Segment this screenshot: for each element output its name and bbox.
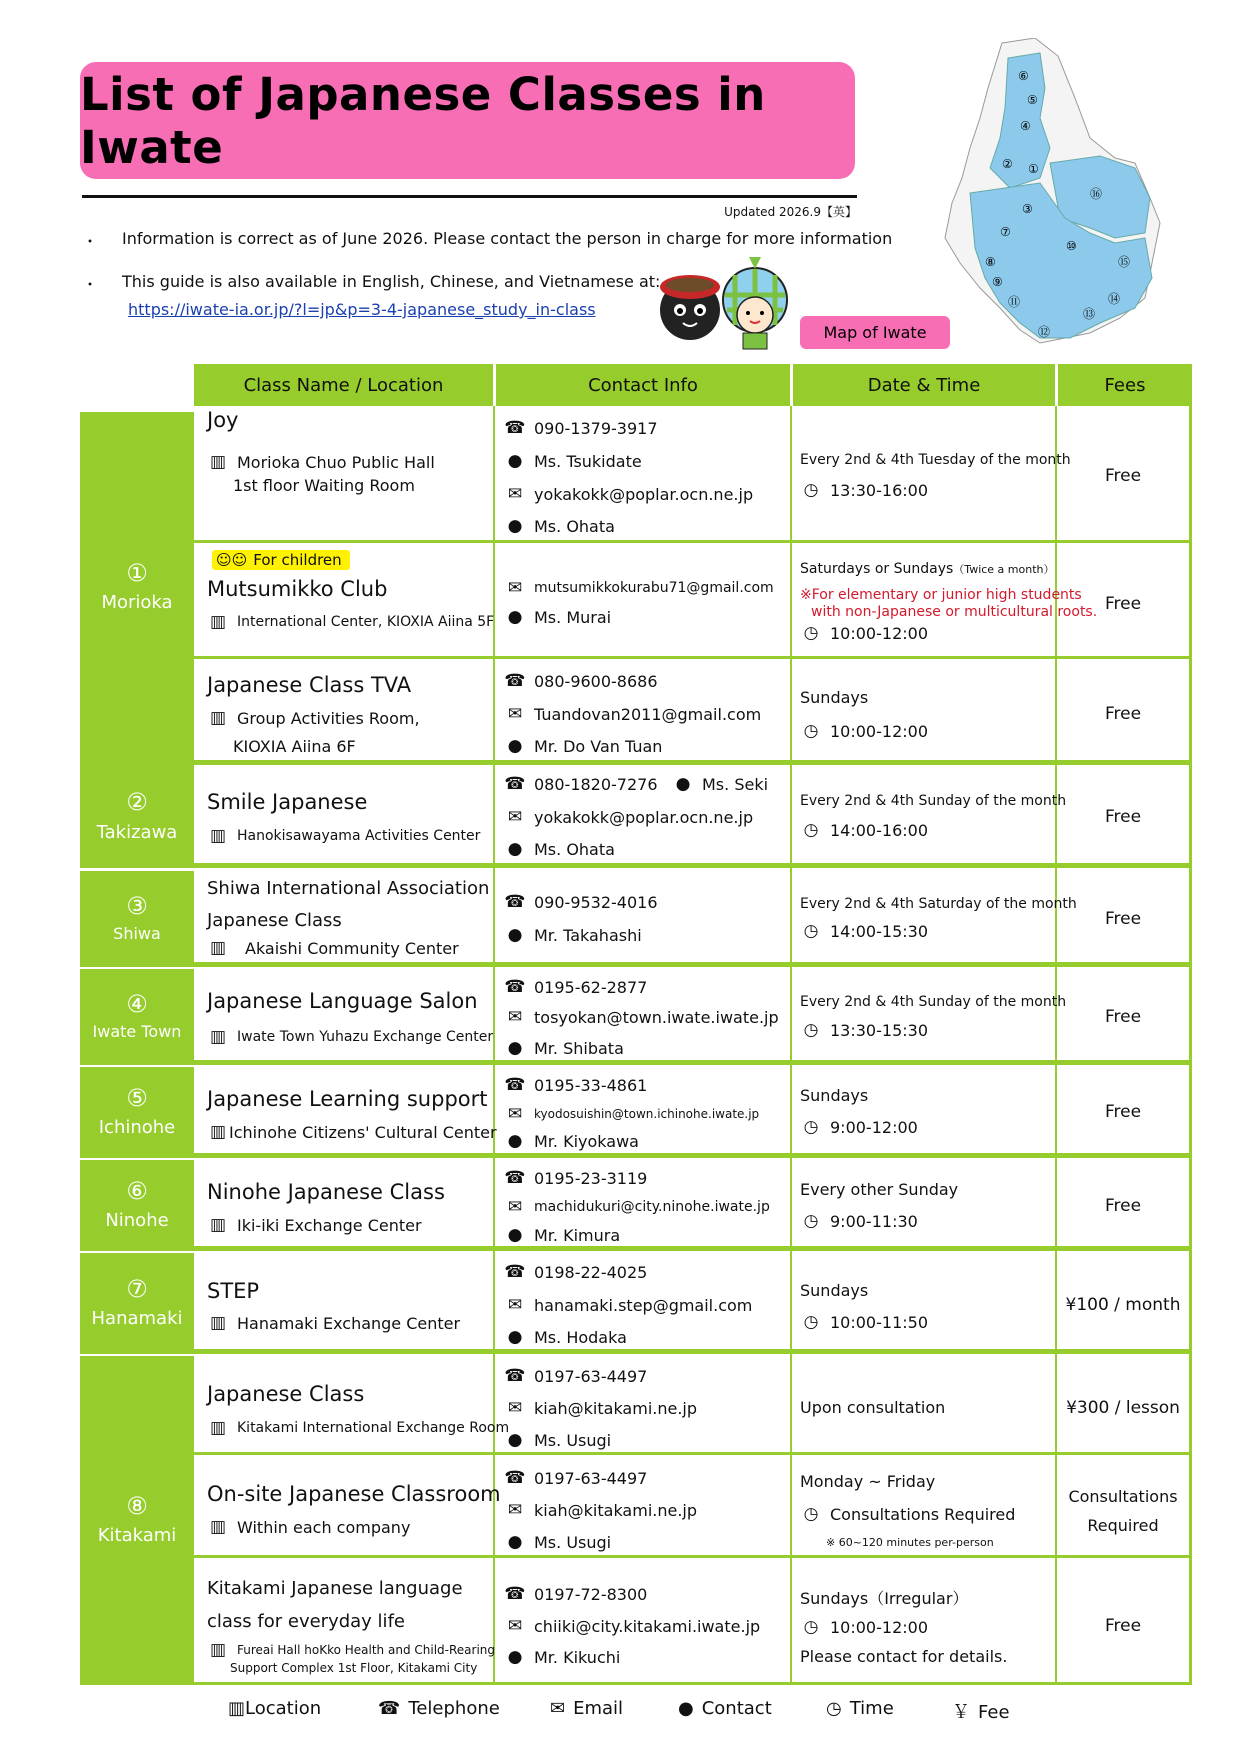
tel-joy: ☎ 090-1379-3917 [504,418,658,438]
tel-kitakami-1: ☎ 0197-63-4497 [504,1366,648,1386]
time-kitakami-2: ◷ Consultations Required [800,1504,1015,1524]
map-label-4: ④ [1020,119,1031,133]
row-divider [80,1153,1192,1158]
person-icon: ● [507,925,523,945]
row-divider [194,1452,1192,1455]
mail-icon: ✉ [507,484,523,504]
row-divider [194,1555,1192,1558]
location-joy-2: 1st floor Waiting Room [233,476,415,495]
person-icon: ● [507,1131,523,1151]
contact-joy-2: ● Ms. Ohata [504,516,615,536]
tel-kitakami-3: ☎ 0197-72-8300 [504,1584,648,1604]
date-ichinohe: Sundays [800,1086,869,1105]
person-icon: ● [507,1647,523,1667]
header-contact: Contact Info [496,364,790,406]
location-kitakami-3: ▥ Fureai Hall hoKko Health and Child-Rearing [207,1640,495,1660]
mascot-illustration [655,255,795,355]
map-label-9: ⑨ [992,275,1003,289]
person-icon: ● [678,1698,694,1719]
phone-icon: ☎ [504,1468,526,1488]
note-mutsumikko-1: ※For elementary or junior high students [800,587,1082,603]
class-name-salon: Japanese Language Salon [207,989,478,1013]
person-icon: ● [507,1225,523,1245]
fee-ichinohe: Free [1104,1102,1142,1122]
email-ninohe[interactable]: ✉ machidukuri@city.ninohe.iwate.jp [504,1197,770,1217]
location-ichinohe: ▥ Ichinohe Citizens' Cultural Center [207,1122,497,1142]
location-shiwa: ▥ Akaishi Community Center [207,938,459,958]
title-divider [82,195,857,198]
for-children-badge: ☺☺ For children [212,550,350,570]
person-icon: ● [507,1327,523,1347]
phone-icon: ☎ [504,1262,526,1282]
region-morioka: ① Morioka [80,412,194,760]
class-name-kitakami-3: Kitakami Japanese language [207,1578,463,1599]
legend-location: ▥Location [228,1698,322,1719]
clock-icon: ◷ [803,480,819,500]
person-icon: ● [507,516,523,536]
clock-icon: ◷ [803,1312,819,1332]
yen-icon: ￥ [952,1702,970,1723]
guide-link[interactable]: https://iwate-ia.or.jp/?l=jp&p=3-4-japanese_study_in-class [128,300,596,319]
row-divider [194,656,1192,659]
mail-icon: ✉ [507,1007,523,1027]
building-icon: ▥ [209,1215,227,1235]
building-icon: ▥ [209,1027,227,1047]
time-joy: ◷ 13:30-16:00 [800,480,928,500]
contact-salon: ● Mr. Shibata [504,1038,624,1058]
time-kitakami-3: ◷ 10:00-12:00 [800,1617,928,1637]
fee-joy: Free [1104,466,1142,486]
fee-kitakami-1: ¥300 / lesson [1066,1398,1180,1418]
map-of-iwate-button[interactable]: Map of Iwate [800,316,950,349]
region-shiwa: ③ Shiwa [80,871,194,964]
row-divider [80,1060,1192,1065]
note-kitakami-3: Please contact for details. [800,1647,1008,1666]
map-label-10: ⑩ [1066,239,1077,253]
location-kitakami-1: ▥ Kitakami International Exchange Room [207,1418,509,1438]
region-kitakami: ⑧ Kitakami [80,1356,194,1682]
location-ninohe: ▥ Iki-iki Exchange Center [207,1215,422,1235]
contact-shiwa: ● Mr. Takahashi [504,925,642,945]
date-joy: Every 2nd & 4th Tuesday of the month [800,452,1071,468]
location-joy: ▥ Morioka Chuo Public Hall [207,452,435,472]
map-label-5: ⑤ [1027,93,1038,107]
location-smile: ▥ Hanokisawayama Activities Center [207,826,480,846]
map-label-15: ⑮ [1118,255,1131,269]
class-name-tva: Japanese Class TVA [207,673,412,697]
map-label-6: ⑥ [1018,69,1029,83]
map-label-16: ⑯ [1090,187,1103,201]
fee-kitakami-3: Free [1104,1616,1142,1636]
email-kitakami-2[interactable]: ✉ kiah@kitakami.ne.jp [504,1500,697,1520]
person-icon: ● [507,1038,523,1058]
legend-fee: ￥ Fee [952,1702,1010,1723]
building-icon: ▥ [209,1313,227,1333]
contact-smile-2: ● Ms. Ohata [504,839,615,859]
class-name-shiwa-2: Japanese Class [207,910,342,931]
class-name-kitakami-1: Japanese Class [207,1382,365,1406]
time-ninohe: ◷ 9:00-11:30 [800,1211,918,1231]
map-label-3: ③ [1022,202,1033,216]
building-icon: ▥ [209,612,227,632]
email-tva[interactable]: ✉ Tuandovan2011@gmail.com [504,704,761,724]
email-ichinohe[interactable]: ✉ kyodosuishin@town.ichinohe.iwate.jp [504,1104,759,1124]
row-divider [80,1682,1192,1685]
clock-icon: ◷ [803,1504,819,1524]
person-icon: ● [507,1532,523,1552]
class-name-mutsumikko: Mutsumikko Club [207,577,388,601]
fee-smile: Free [1104,807,1142,827]
fee-ninohe: Free [1104,1196,1142,1216]
row-divider [80,1349,1192,1354]
email-mutsumikko[interactable]: ✉ mutsumikkokurabu71@gmail.com [504,578,774,598]
building-icon: ▥ [209,1640,227,1660]
header-date-time: Date & Time [793,364,1055,406]
header-class-name: Class Name / Location [194,364,493,406]
fee-mutsumikko: Free [1104,594,1142,614]
location-tva-2: KIOXIA Aiina 6F [233,737,356,756]
phone-icon: ☎ [504,418,526,438]
email-kitakami-1[interactable]: ✉ kiah@kitakami.ne.jp [504,1398,697,1418]
contact-kitakami-3: ● Mr. Kikuchi [504,1647,620,1667]
tel-ninohe: ☎ 0195-23-3119 [504,1168,648,1188]
date-shiwa: Every 2nd & 4th Saturday of the month [800,896,1077,912]
fee-tva: Free [1104,704,1142,724]
phone-icon: ☎ [378,1698,401,1719]
date-ninohe: Every other Sunday [800,1180,959,1199]
clock-icon: ◷ [803,623,819,643]
class-name-step: STEP [207,1279,260,1303]
date-tva: Sundays [800,688,869,707]
map-label-7: ⑦ [1000,225,1011,239]
tel-smile: ☎ 080-1820-7276 [504,774,658,794]
mail-icon: ✉ [507,1500,523,1520]
phone-icon: ☎ [504,671,526,691]
clock-icon: ◷ [803,820,819,840]
mail-icon: ✉ [550,1698,566,1719]
legend-email: ✉ Email [550,1698,624,1719]
email-salon[interactable]: ✉ tosyokan@town.iwate.iwate.jp [504,1007,779,1027]
map-label-1: ① [1028,162,1039,176]
class-name-smile: Smile Japanese [207,790,368,814]
fee-shiwa: Free [1104,909,1142,929]
building-icon: ▥ [209,452,227,472]
tel-step: ☎ 0198-22-4025 [504,1262,648,1282]
region-iwate-town: ④ Iwate Town [80,969,194,1062]
map-label-12: ⑫ [1038,325,1051,339]
building-icon: ▥ [209,826,227,846]
phone-icon: ☎ [504,774,526,794]
time-mutsumikko: ◷ 10:00-12:00 [800,623,928,643]
mail-icon: ✉ [507,1295,523,1315]
fee-kitakami-2-line2: Required [1087,1516,1159,1535]
location-mutsumikko: ▥ International Center, KIOXIA Aiina 5F [207,612,494,632]
class-name-kitakami-2: On-site Japanese Classroom [207,1482,501,1506]
time-step: ◷ 10:00-11:50 [800,1312,928,1332]
email-joy[interactable]: ✉ yokakokk@poplar.ocn.ne.jp [504,484,753,504]
legend-telephone: ☎ Telephone [378,1698,500,1719]
time-shiwa: ◷ 14:00-15:30 [800,921,928,941]
location-step: ▥ Hanamaki Exchange Center [207,1313,460,1333]
time-tva: ◷ 10:00-12:00 [800,721,928,741]
clock-icon: ◷ [803,1617,819,1637]
building-icon: ▥ [209,938,227,958]
contact-ninohe: ● Mr. Kimura [504,1225,620,1245]
map-label-2: ② [1002,157,1013,171]
phone-icon: ☎ [504,1075,526,1095]
tel-tva: ☎ 080-9600-8686 [504,671,658,691]
fee-kitakami-2: Consultations [1068,1487,1178,1506]
tel-ichinohe: ☎ 0195-33-4861 [504,1075,648,1095]
fee-salon: Free [1104,1007,1142,1027]
contact-kitakami-1: ● Ms. Usugi [504,1430,611,1450]
mail-icon: ✉ [507,1398,523,1418]
clock-icon: ◷ [803,721,819,741]
date-kitakami-2: Monday ~ Friday [800,1472,936,1491]
fee-step: ¥100 / month [1065,1295,1181,1315]
contact-step: ● Ms. Hodaka [504,1327,627,1347]
mail-icon: ✉ [507,1616,523,1636]
map-label-8: ⑧ [985,255,996,269]
building-icon: ▥ [209,1517,227,1537]
phone-icon: ☎ [504,1366,526,1386]
row-divider [80,962,1192,967]
date-step: Sundays [800,1281,869,1300]
page-title: List of Japanese Classes in Iwate [80,67,766,174]
date-kitakami-1: Upon consultation [800,1398,946,1417]
location-kitakami-2: ▥ Within each company [207,1517,410,1537]
contact-joy-1: ● Ms. Tsukidate [504,451,642,471]
location-salon: ▥ Iwate Town Yuhazu Exchange Center [207,1027,493,1047]
email-kitakami-3[interactable]: ✉ chiiki@city.kitakami.iwate.jp [504,1616,760,1636]
phone-icon: ☎ [504,892,526,912]
region-ichinohe: ⑤ Ichinohe [80,1067,194,1155]
clock-icon: ◷ [826,1698,842,1719]
legend-contact: ● Contact [678,1698,772,1719]
tel-shiwa: ☎ 090-9532-4016 [504,892,658,912]
row-divider [80,760,1192,765]
header-fees: Fees [1058,364,1192,406]
mail-icon: ✉ [507,578,523,598]
phone-icon: ☎ [504,1584,526,1604]
contact-kitakami-2: ● Ms. Usugi [504,1532,611,1552]
phone-icon: ☎ [504,1168,526,1188]
clock-icon: ◷ [803,1020,819,1040]
person-icon: ● [675,774,691,794]
row-divider [80,863,1192,868]
mail-icon: ✉ [507,704,523,724]
date-mutsumikko: Saturdays or Sundays （Twice a month） [800,561,1055,577]
date-kitakami-3: Sundays（Irregular） [800,1589,969,1608]
column-divider [790,406,792,1682]
clock-icon: ◷ [803,921,819,941]
time-smile: ◷ 14:00-16:00 [800,820,928,840]
class-name-kitakami-3-line2: class for everyday life [207,1611,405,1632]
mail-icon: ✉ [507,807,523,827]
clock-icon: ◷ [803,1211,819,1231]
tel-salon: ☎ 0195-62-2877 [504,977,648,997]
email-smile[interactable]: ✉ yokakokk@poplar.ocn.ne.jp [504,807,753,827]
row-divider [80,1246,1192,1251]
person-icon: ● [507,839,523,859]
class-name-joy: Joy [207,408,239,432]
children-icon: ☺☺ [216,551,248,569]
person-icon: ● [507,607,523,627]
note-kitakami-2: ※ 60~120 minutes per-person [826,1536,994,1549]
person-icon: ● [507,736,523,756]
email-step[interactable]: ✉ hanamaki.step@gmail.com [504,1295,752,1315]
person-icon: ● [507,1430,523,1450]
legend-time: ◷ Time [826,1698,894,1719]
class-name-ninohe: Ninohe Japanese Class [207,1180,445,1204]
phone-icon: ☎ [504,977,526,997]
region-ninohe: ⑥ Ninohe [80,1160,194,1248]
time-ichinohe: ◷ 9:00-12:00 [800,1117,918,1137]
region-takizawa: ② Takizawa [80,765,194,866]
building-icon: ▥ [209,708,227,728]
title-banner [80,62,855,179]
contact-smile-1: ● Ms. Seki [672,774,768,794]
region-hanamaki: ⑦ Hanamaki [80,1253,194,1351]
class-name-shiwa: Shiwa International Association [207,878,490,899]
contact-mutsumikko: ● Ms. Murai [504,607,611,627]
clock-icon: ◷ [803,1117,819,1137]
date-salon: Every 2nd & 4th Sunday of the month [800,994,1067,1010]
contact-tva: ● Mr. Do Van Tuan [504,736,662,756]
location-kitakami-3-line2: Support Complex 1st Floor, Kitakami City [230,1661,478,1675]
iwate-map [940,38,1170,363]
building-icon: ▥ [228,1698,246,1719]
class-name-ichinohe: Japanese Learning support [207,1087,488,1111]
date-smile: Every 2nd & 4th Sunday of the month [800,793,1067,809]
map-label-11: ⑪ [1008,295,1021,309]
updated-date: Updated 2026.9【英】 [724,205,857,219]
tel-kitakami-2: ☎ 0197-63-4497 [504,1468,648,1488]
time-salon: ◷ 13:30-15:30 [800,1020,928,1040]
person-icon: ● [507,451,523,471]
row-divider [194,540,1192,543]
mail-icon: ✉ [507,1104,523,1124]
contact-ichinohe: ● Mr. Kiyokawa [504,1131,639,1151]
building-icon: ▥ [209,1418,227,1438]
building-icon: ▥ [209,1122,227,1142]
note-mutsumikko-2: with non-Japanese or multicultural roots. [811,604,1098,620]
mail-icon: ✉ [507,1197,523,1217]
map-label-14: ⑭ [1108,292,1121,306]
location-tva: ▥ Group Activities Room, [207,708,420,728]
map-label-13: ⑬ [1083,307,1096,321]
